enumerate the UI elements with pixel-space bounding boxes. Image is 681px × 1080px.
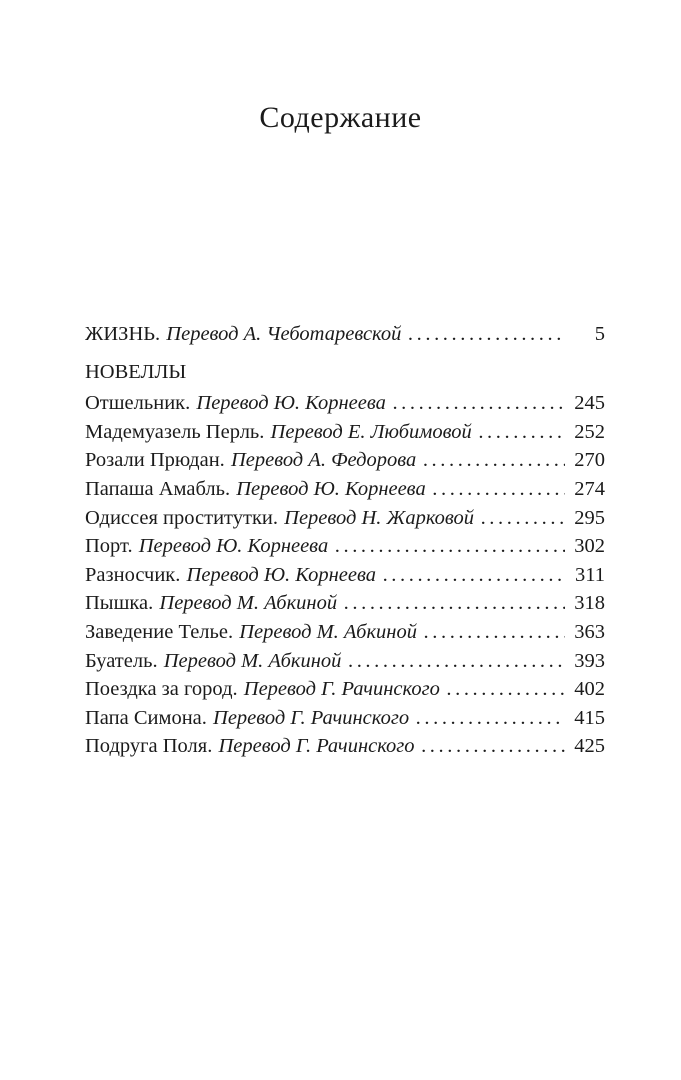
toc-entry-translator: Перевод Ю. Корнеева	[236, 477, 426, 500]
toc-entry-page: 363	[574, 620, 605, 643]
toc-entry-row	[85, 418, 605, 447]
dot-leader	[481, 504, 565, 533]
toc-entry-row	[85, 320, 605, 349]
toc-entry-translator: Перевод Ю. Корнеева	[138, 535, 329, 558]
toc-entry-page: 425	[574, 735, 605, 758]
toc-entry-row	[85, 589, 605, 618]
toc-entry-row	[85, 561, 605, 590]
dot-leader	[408, 320, 565, 349]
toc-entry-title: Мадемуазель Перль.	[85, 420, 265, 443]
toc-entry-row	[85, 618, 605, 647]
toc-entry-page: 302	[574, 535, 605, 558]
toc-entry-translator: Перевод Г. Рачинского	[243, 678, 440, 701]
toc-entry-translator: Перевод Н. Жарковой	[284, 506, 475, 529]
toc-entry-title: ЖИЗНЬ.	[85, 323, 161, 345]
toc-entry-translator: Перевод Ю. Корнеева	[186, 563, 377, 586]
toc-entry-page: 252	[574, 420, 605, 443]
toc-entry-page: 274	[574, 477, 605, 500]
dot-leader	[424, 618, 565, 647]
toc-entry-title: Папа Симона.	[85, 706, 207, 729]
toc-entry-row	[85, 389, 605, 418]
dot-leader	[421, 732, 565, 761]
toc-entry-row	[85, 704, 605, 733]
dot-leader	[446, 675, 565, 704]
toc-entry-translator: Перевод А. Чеботаревской	[166, 323, 402, 345]
toc-entry-row	[85, 732, 605, 761]
toc-entry-title: Пышка.	[85, 592, 154, 615]
toc-entry-translator: Перевод Ю. Корнеева	[196, 392, 386, 415]
toc-entry-page: 5	[594, 323, 605, 345]
toc-entry-page: 393	[574, 649, 605, 672]
toc-entry-title: Одиссея проститутки.	[85, 506, 278, 529]
toc-entry-translator: Перевод Г. Рачинского	[218, 735, 415, 758]
toc-entry-page: 295	[574, 506, 605, 529]
toc-entry-title: Разносчик.	[85, 563, 181, 586]
toc-entry-row	[85, 675, 605, 704]
toc-entry-title: Подруга Поля.	[85, 735, 213, 758]
dot-leader	[416, 704, 565, 733]
toc-section-header: НОВЕЛЛЫ	[85, 360, 187, 383]
toc-entry-title: Заведение Телье.	[85, 620, 234, 643]
table-of-contents	[85, 320, 605, 761]
toc-entry-page: 270	[574, 449, 605, 472]
dot-leader	[335, 532, 565, 561]
dot-leader	[423, 446, 565, 475]
toc-entry-title: Порт.	[85, 535, 133, 558]
dot-leader	[383, 561, 565, 590]
toc-entry-page: 245	[574, 392, 605, 415]
toc-entry-translator: Перевод Е. Любимовой	[270, 420, 472, 443]
dot-leader	[392, 389, 565, 418]
toc-entry-row	[85, 647, 605, 676]
toc-entry-title: Отшельник.	[85, 392, 191, 415]
toc-entries	[85, 389, 605, 761]
toc-entry-title: Поездка за город.	[85, 678, 238, 701]
toc-entry-translator: Перевод М. Абкиной	[163, 649, 342, 672]
toc-entry-title: Папаша Амабль.	[85, 477, 231, 500]
toc-entry-page: 402	[574, 678, 605, 701]
toc-entry-translator: Перевод А. Федорова	[230, 449, 417, 472]
toc-entry-row	[85, 504, 605, 533]
toc-entry-translator: Перевод М. Абкиной	[239, 620, 417, 643]
dot-leader	[348, 647, 565, 676]
toc-entry-row	[85, 475, 605, 504]
dot-leader	[478, 418, 565, 447]
page-title: Содержание	[259, 101, 422, 134]
toc-entry-page: 318	[574, 592, 605, 615]
dot-leader	[344, 589, 565, 618]
dot-leader	[432, 475, 565, 504]
toc-entry-title: Буатель.	[85, 649, 158, 672]
toc-entry-row	[85, 446, 605, 475]
toc-entry-row	[85, 532, 605, 561]
toc-entry-translator: Перевод М. Абкиной	[159, 592, 338, 615]
toc-entry-page: 311	[575, 563, 605, 586]
toc-entry-title: Розали Прюдан.	[85, 449, 225, 472]
toc-entry-translator: Перевод Г. Рачинского	[213, 706, 410, 729]
toc-entry-page: 415	[574, 706, 605, 729]
